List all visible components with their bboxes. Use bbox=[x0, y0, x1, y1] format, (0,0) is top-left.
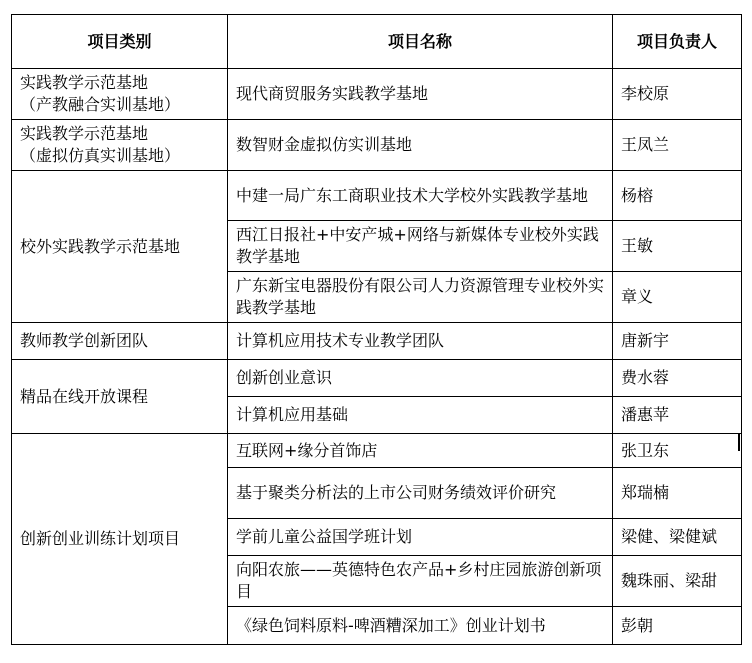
category-line: 实践教学示范基地 bbox=[20, 124, 149, 143]
project-person-cell: 魏珠丽、梁甜 bbox=[613, 556, 742, 607]
project-name-cell: 计算机应用基础 bbox=[228, 397, 613, 434]
category-line: 教师教学创新团队 bbox=[20, 331, 149, 350]
project-name-cell: 向阳农旅——英德特色农产品+乡村庄园旅游创新项目 bbox=[228, 556, 613, 607]
header-category: 项目类别 bbox=[12, 15, 228, 69]
project-name-cell: 计算机应用技术专业教学团队 bbox=[228, 323, 613, 360]
project-table bbox=[11, 14, 742, 645]
project-name-cell: 学前儿童公益国学班计划 bbox=[228, 519, 613, 556]
header-person: 项目负责人 bbox=[613, 15, 742, 69]
project-person-cell: 李校原 bbox=[613, 69, 742, 120]
project-person-cell: 杨榕 bbox=[613, 171, 742, 221]
project-name-cell: 广东新宝电器股份有限公司人力资源管理专业校外实践教学基地 bbox=[228, 272, 613, 323]
table-row bbox=[12, 434, 742, 468]
project-name-cell: 数智财金虚拟仿实训基地 bbox=[228, 120, 613, 171]
text-cursor bbox=[738, 433, 740, 451]
category-cell bbox=[12, 120, 228, 171]
project-name-cell: 《绿色饲料原料-啤酒糟深加工》创业计划书 bbox=[228, 607, 613, 645]
project-name-cell: 创新创业意识 bbox=[228, 360, 613, 397]
project-person-cell: 唐新宇 bbox=[613, 323, 742, 360]
project-person-cell: 潘惠苹 bbox=[613, 397, 742, 434]
project-person-cell: 章义 bbox=[613, 272, 742, 323]
header-row bbox=[12, 15, 742, 69]
project-person-cell: 梁健、梁健斌 bbox=[613, 519, 742, 556]
project-name-cell: 基于聚类分析法的上市公司财务绩效评价研究 bbox=[228, 468, 613, 519]
project-person-cell: 彭朝 bbox=[613, 607, 742, 645]
project-person-cell: 张卫东 bbox=[613, 434, 742, 468]
project-person-cell: 王敏 bbox=[613, 221, 742, 272]
project-name-cell: 中建一局广东工商职业技术大学校外实践教学基地 bbox=[228, 171, 613, 221]
table-row bbox=[12, 171, 742, 221]
project-person-cell: 王凤兰 bbox=[613, 120, 742, 171]
project-person-cell: 郑瑞楠 bbox=[613, 468, 742, 519]
category-line: 校外实践教学示范基地 bbox=[20, 236, 181, 256]
category-cell bbox=[12, 171, 228, 323]
table-row bbox=[12, 120, 742, 171]
project-person-cell: 费水蓉 bbox=[613, 360, 742, 397]
project-name-cell: 现代商贸服务实践教学基地 bbox=[228, 69, 613, 120]
category-cell bbox=[12, 360, 228, 434]
category-line: 实践教学示范基地 bbox=[20, 73, 149, 92]
category-cell bbox=[12, 434, 228, 645]
project-name-cell: 互联网+缘分首饰店 bbox=[228, 434, 613, 468]
table-row bbox=[12, 360, 742, 397]
table-row bbox=[12, 323, 742, 360]
category-line: 精品在线开放课程 bbox=[20, 386, 149, 406]
table-row bbox=[12, 69, 742, 120]
category-line: 创新创业训练计划项目 bbox=[20, 529, 181, 548]
project-name-cell: 西江日报社+中安产城+网络与新媒体专业校外实践教学基地 bbox=[228, 221, 613, 272]
category-line: （虚拟仿真实训基地） bbox=[20, 146, 181, 165]
category-cell bbox=[12, 69, 228, 120]
header-name: 项目名称 bbox=[228, 15, 613, 69]
category-line: （产教融合实训基地） bbox=[20, 95, 181, 114]
category-cell bbox=[12, 323, 228, 360]
